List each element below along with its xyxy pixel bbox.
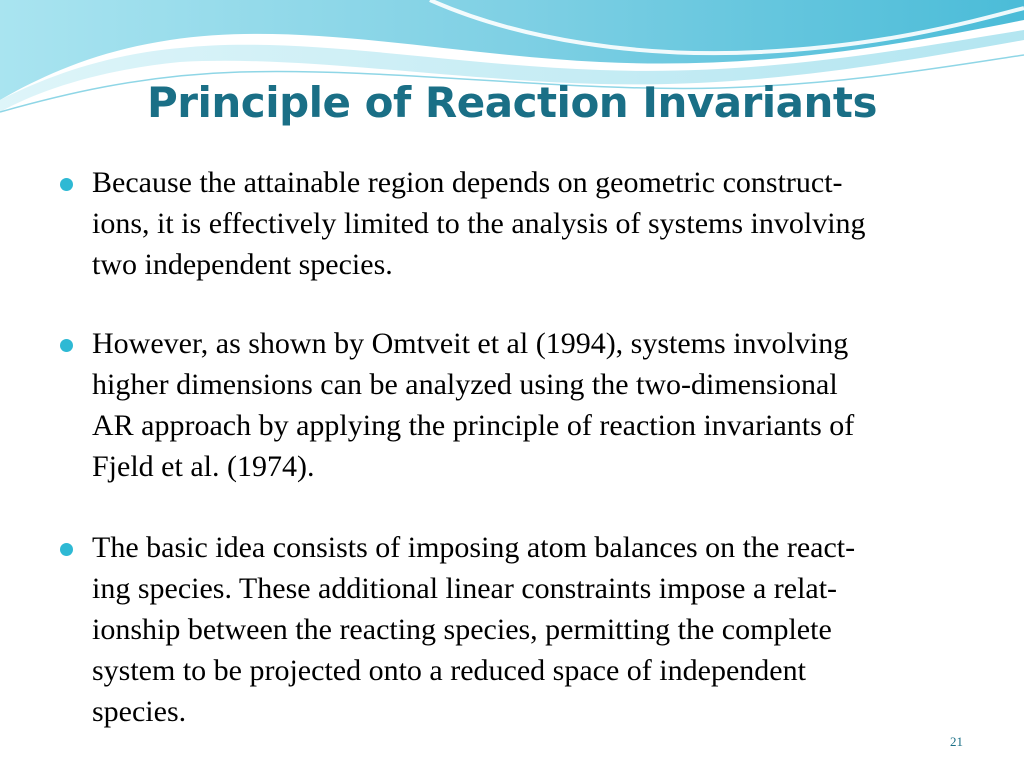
page-number: 21 [950,734,963,749]
bullet-text-line: Because the attainable region depends on geometric construct- [92,166,843,199]
bullet-text-line: system to be projected onto a reduced space of independent [92,654,806,687]
bullet-text-line: higher dimensions can be analyzed using the two-dimensional [92,368,838,401]
bullet-text-line: AR approach by applying the principle of reaction invariants of [92,409,855,442]
bullet-text-line: ionship between the reacting species, permitting the complete [92,613,832,646]
bullet-dot-icon [60,178,73,191]
bullet-text-line: ing species. These additional linear constraints impose a relat- [92,572,838,605]
slide-title: Principle of Reaction Invariants [147,78,877,127]
bullet-text-line: However, as shown by Omtveit et al (1994), systems involving [92,327,849,360]
bullet-dot-icon [60,339,73,352]
bullet-text-line: species. [92,695,187,728]
bullet-dot-icon [60,543,73,556]
bullet-text-line: The basic idea consists of imposing atom balances on the react- [92,531,856,564]
bullet-text-line: two independent species. [92,248,393,281]
bullet-text-line: Fjeld et al. (1974). [92,450,315,483]
bullet-text-line: ions, it is effectively limited to the analysis of systems involving [92,207,866,240]
